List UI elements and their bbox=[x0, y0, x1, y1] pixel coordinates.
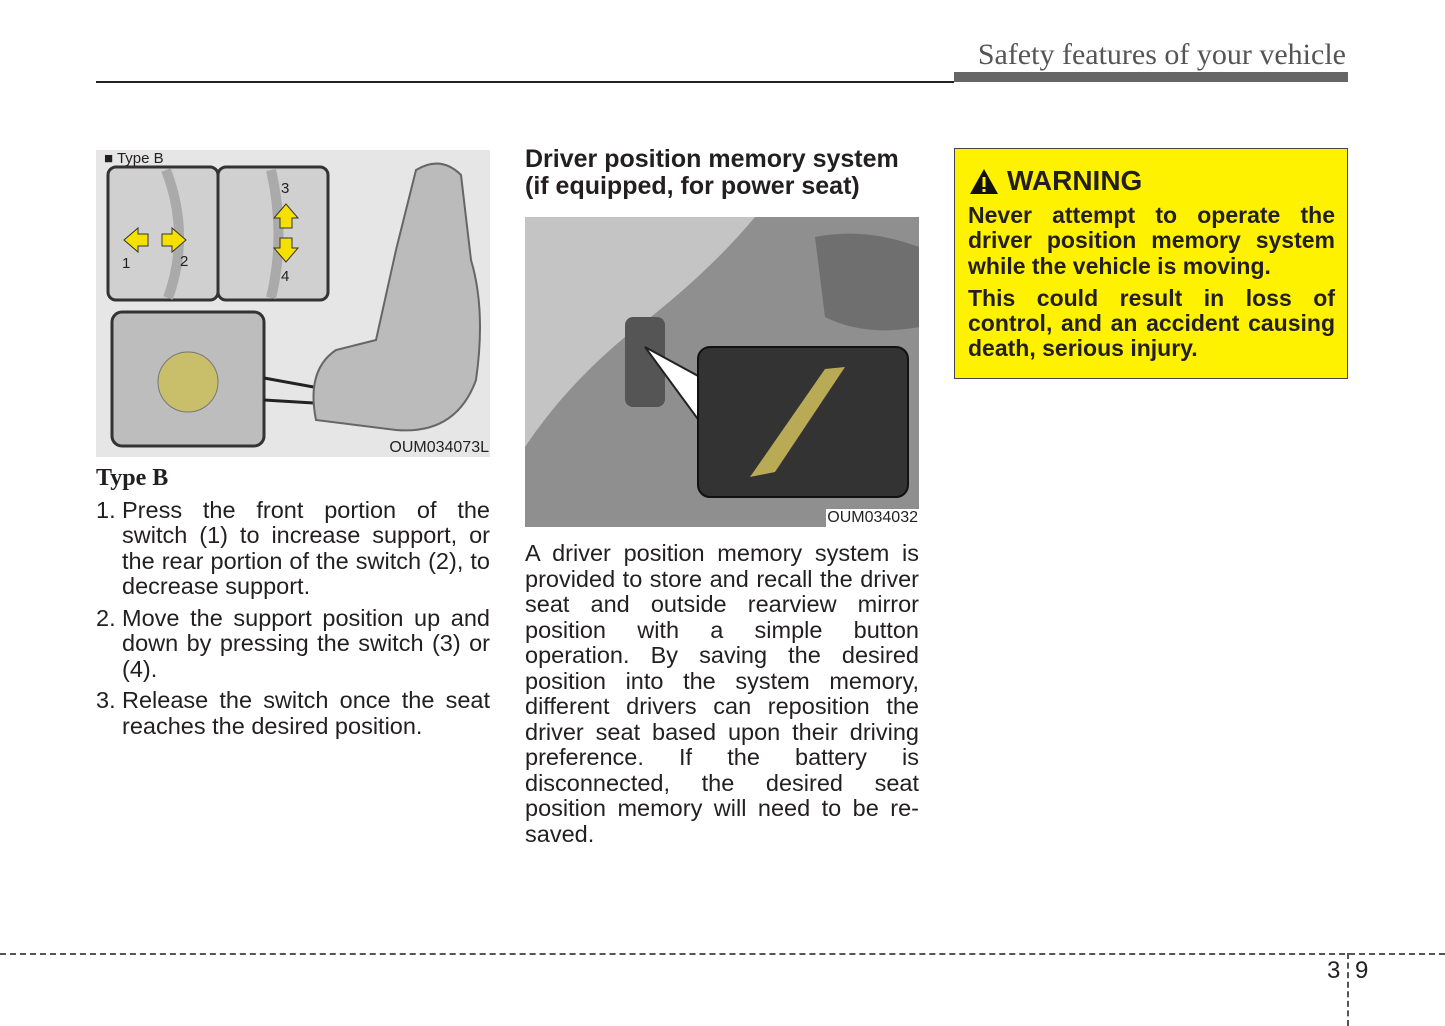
left-column bbox=[96, 466, 490, 745]
steps-list bbox=[96, 498, 490, 740]
figure-caption-label: ■ Type B bbox=[104, 150, 164, 167]
warning-title: WARNING bbox=[1007, 165, 1143, 196]
seat-illustration bbox=[96, 150, 490, 457]
lumbar-switch-figure bbox=[96, 150, 490, 457]
middle-heading: Driver position memory system (if equipped, for power seat) bbox=[525, 145, 899, 200]
step-item: 3. Release the switch once the seat reaches the desired position. bbox=[96, 687, 490, 739]
header-bar bbox=[954, 72, 1348, 82]
step-item: 1. Press the front portion of the switch (1) to increase support, or the rear portion of the switch (2), to decrease support. bbox=[96, 496, 490, 599]
figure-code: OUM034073L bbox=[389, 439, 489, 456]
warning-text: Never attempt to operate the driver position memory system while the vehicle is moving. This could result in loss of control, and an accident causing death, serious injury. bbox=[968, 202, 1335, 362]
figure-code: OUM034032 bbox=[827, 509, 918, 526]
subheading: Type B bbox=[96, 465, 169, 491]
warning-triangle-icon bbox=[969, 168, 999, 195]
callout-3: 3 bbox=[281, 180, 290, 197]
callout-1: 1 bbox=[122, 255, 131, 272]
callout-4: 4 bbox=[281, 268, 290, 285]
warning-header bbox=[969, 165, 1142, 197]
header-rule bbox=[96, 81, 954, 83]
footer-divider bbox=[1347, 953, 1349, 1026]
chapter-number: 3 bbox=[1327, 957, 1341, 984]
page-number: 9 bbox=[1355, 957, 1369, 984]
callout-2: 2 bbox=[180, 253, 189, 270]
middle-paragraph: A driver position memory system is provided to store and recall the driver seat and outside rearview mirror position with a simple button operation. By saving the desired position into the system memory, different drivers can reposition the driver seat based upon their driving preference. If the battery is disconnected, the desired seat position memory will need to be re-saved. bbox=[525, 540, 919, 847]
door-illustration bbox=[525, 217, 919, 527]
door-memory-switch-figure bbox=[525, 217, 919, 527]
section-title: Safety features of your vehicle bbox=[977, 38, 1346, 71]
warning-box bbox=[954, 148, 1348, 379]
step-item: 2. Move the support position up and down by pressing the switch (3) or (4). bbox=[96, 604, 490, 682]
footer-rule bbox=[0, 953, 1445, 955]
